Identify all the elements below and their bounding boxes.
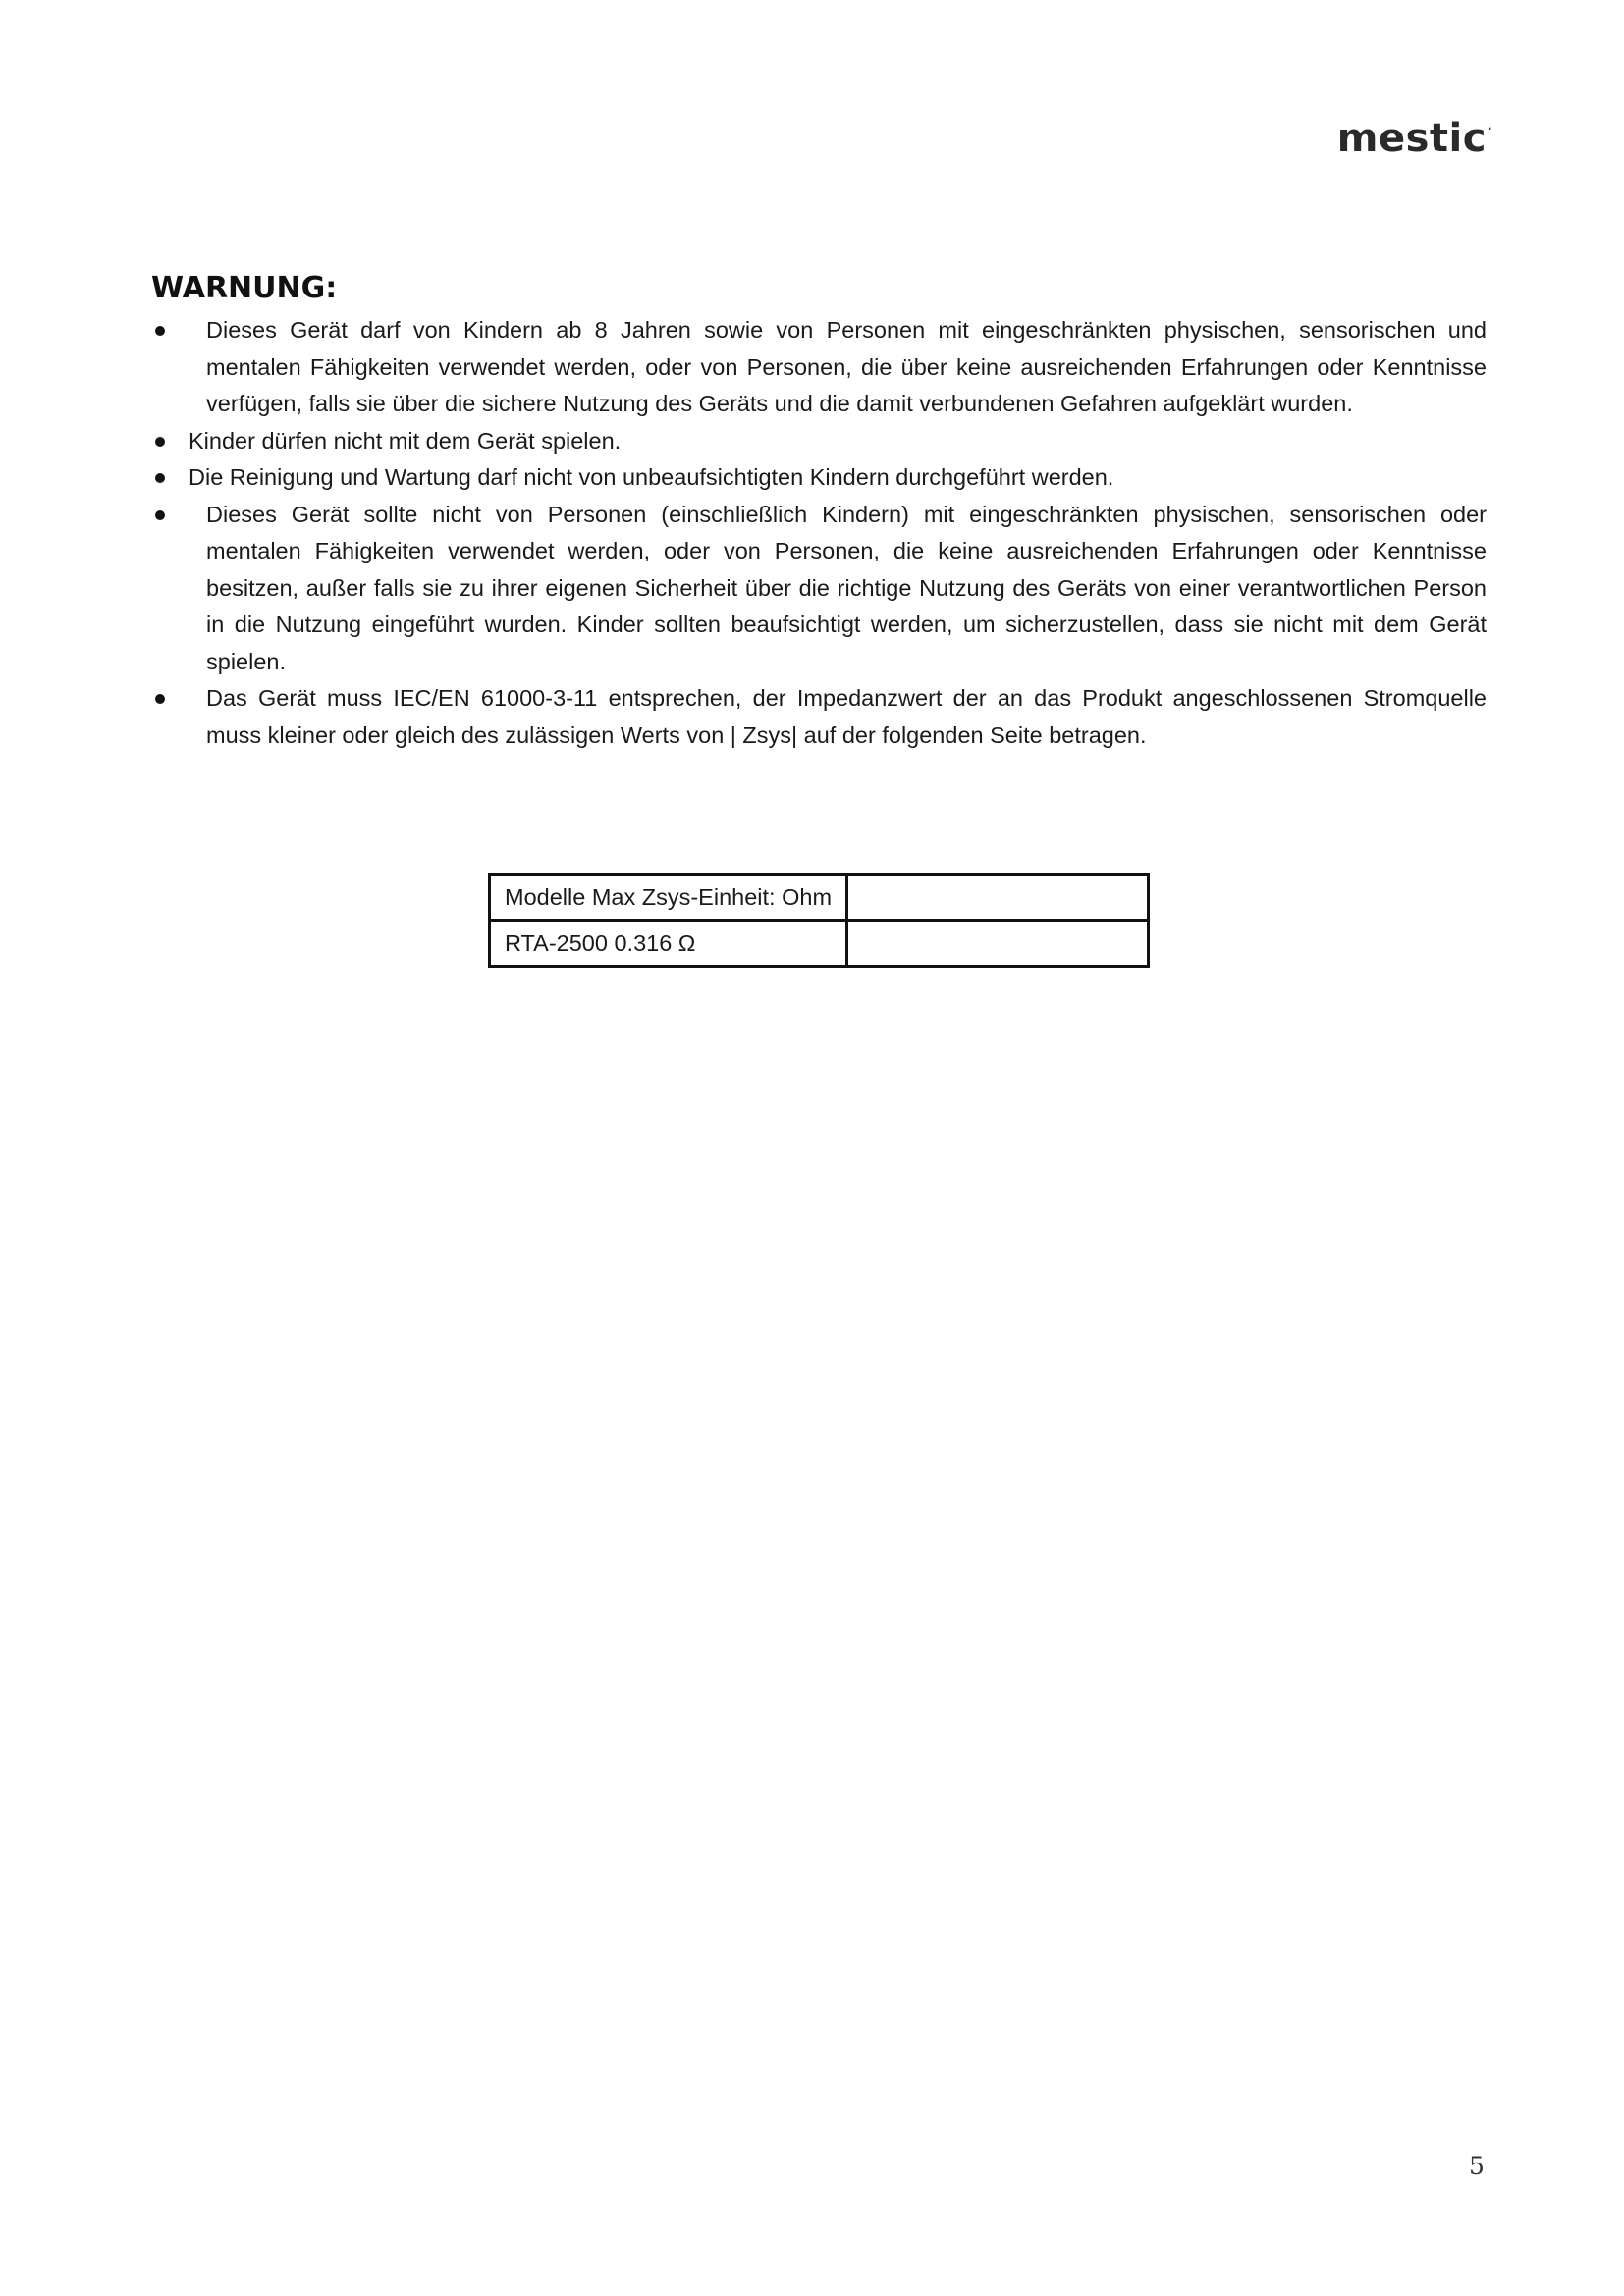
table-row [490, 875, 1149, 921]
bullet-icon [155, 437, 165, 447]
warning-item-text: Kinder dürfen nicht mit dem Gerät spielen. [189, 427, 622, 454]
warning-item-text: Dieses Gerät sollte nicht von Personen (einschließlich Kindern) mit eingeschränkten physischen, sensorischen oder mentalen Fähigkeiten verwendet werden, oder von Personen, die keine ausreichenden Erfahrungen oder Kenntnisse besitzen, außer falls sie zu ihrer eigenen Sicherheit über die richtige Nutzung des Geräts von einer verantwortlichen Person in die Nutzung eingeführt wurden. Kinder sollten beaufsichtigt werden, um sicherzustellen, dass sie nicht mit dem Gerät spielen. [206, 501, 1487, 674]
table-cell [847, 921, 1149, 967]
warning-item-text: Die Reinigung und Wartung darf nicht von unbeaufsichtigten Kindern durchgeführt werden. [189, 464, 1114, 490]
logo-mark: · [1487, 122, 1492, 135]
page-number: 5 [1469, 2152, 1485, 2180]
warning-item [151, 312, 1487, 423]
warning-item [151, 459, 1487, 497]
brand-logo [1337, 116, 1492, 161]
zsys-table [488, 873, 1150, 968]
table-cell: Modelle Max Zsys-Einheit: Ohm [490, 875, 847, 921]
warning-heading: WARNUNG: [151, 271, 338, 305]
logo-text: mestic [1336, 116, 1487, 161]
bullet-icon [155, 326, 165, 336]
bullet-icon [155, 510, 165, 520]
warning-list [151, 312, 1487, 754]
bullet-icon [155, 473, 165, 483]
warning-item [151, 497, 1487, 681]
warning-item [151, 423, 1487, 460]
bullet-icon [155, 694, 165, 704]
table-cell: RTA-2500 0.316 Ω [490, 921, 847, 967]
table-cell [847, 875, 1149, 921]
warning-item [151, 680, 1487, 754]
warning-item-text: Das Gerät muss IEC/EN 61000-3-11 entsprechen, der Impedanzwert der an das Produkt angeschlossenen Stromquelle muss kleiner oder gleich des zulässigen Werts von | Zsys| auf der folgenden Seite betragen. [206, 685, 1487, 748]
table-row [490, 921, 1149, 967]
warning-item-text: Dieses Gerät darf von Kindern ab 8 Jahren sowie von Personen mit eingeschränkten physischen, sensorischen und mentalen Fähigkeiten verwendet werden, oder von Personen, die über keine ausreichenden Erfahrungen oder Kenntnisse verfügen, falls sie über die sichere Nutzung des Geräts und die damit verbundenen Gefahren aufgeklärt wurden. [206, 317, 1487, 416]
